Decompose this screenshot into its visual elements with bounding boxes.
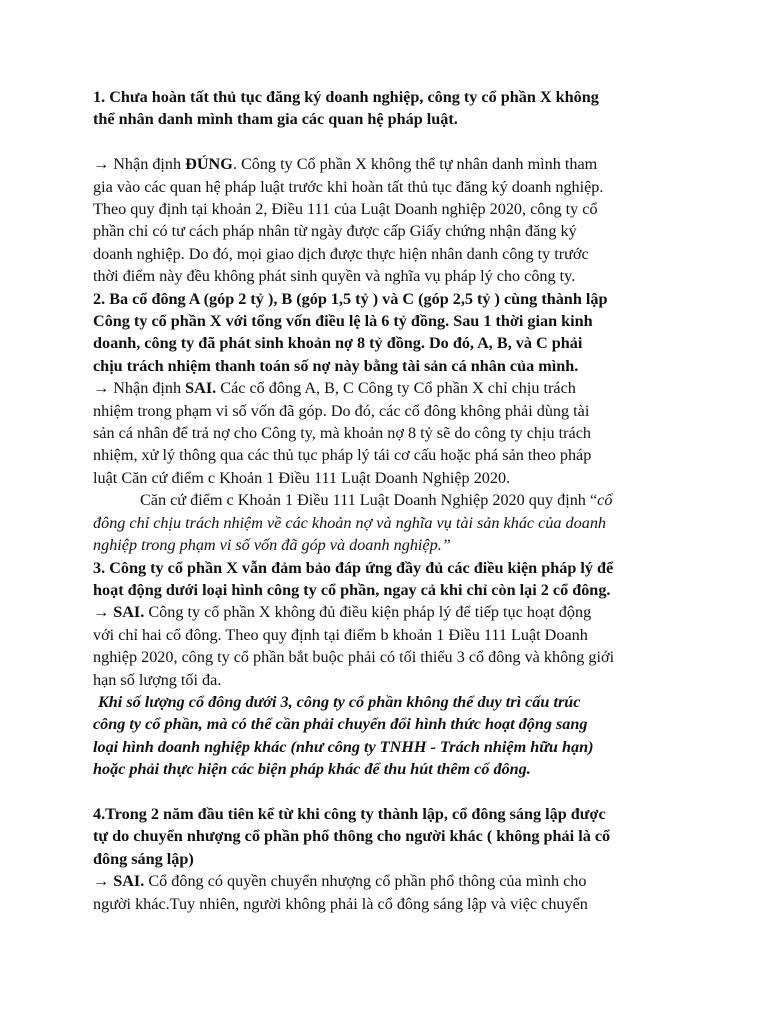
question-4-title-line: tự do chuyển nhượng cổ phần phổ thông cho người khác ( không phải là cổ [93, 827, 611, 846]
question-2-title-line: Công ty cổ phần X với tổng vốn điều lệ là 6 tỷ đồng. Sau 1 thời gian kinh [93, 312, 593, 331]
answer-2-line: nhiệm trong phạm vi số vốn đã góp. Do đó, các cổ đông không phải dùng tài [93, 401, 590, 420]
arrow-icon: → [93, 155, 110, 174]
answer-3-line: với chỉ hai cổ đông. Theo quy định tại điểm b khoản 1 Điều 111 Luật Doanh [93, 625, 588, 644]
answer-2-line: sản cá nhân để trả nợ cho Công ty, mà khoản nợ 8 tỷ sẽ do công ty chịu trách [93, 424, 591, 443]
answer-1-line: doanh nghiệp. Do đó, mọi giao dịch được thực hiện nhân danh công ty trước [93, 244, 589, 263]
note-line: Khi số lượng cổ đông dưới 3, công ty cổ phần không thể duy trì cấu trúc [98, 692, 581, 711]
question-2 [93, 288, 675, 557]
question-3-title-line: 3. Công ty cổ phần X vẫn đảm bảo đáp ứng đầy đủ các điều kiện pháp lý để [93, 558, 614, 577]
question-3 [93, 557, 675, 781]
note-line: hoặc phải thực hiện các biện pháp khác để thu hút thêm cổ đông. [93, 760, 531, 779]
answer-2-line: luật Căn cứ điểm c Khoản 1 Điều 111 Luật Doanh Nghiệp 2020. [93, 468, 511, 487]
question-2-title-line: doanh, công ty đã phát sinh khoản nợ 8 tỷ đồng. Do đó, A, B, và C phải [93, 334, 583, 353]
legal-quote-line: nghiệp trong phạm vi số vốn đã góp và doanh nghiệp.” [93, 536, 451, 555]
verdict-label: SAI. [109, 603, 145, 622]
answer-1-line: Theo quy định tại khoản 2, Điều 111 của Luật Doanh nghiệp 2020, công ty cổ [93, 200, 598, 219]
note-line: loại hình doanh nghiệp khác (như công ty TNHH - Trách nhiệm hữu hạn) [93, 737, 594, 756]
verdict-label: SAI. [185, 379, 217, 398]
question-4-title-line: 4.Trong 2 năm đầu tiên kể từ khi công ty thành lập, cổ đông sáng lập được [93, 804, 606, 823]
verdict-label: ĐÚNG [185, 155, 233, 174]
answer-1-first-line: → Nhận định ĐÚNG. Công ty Cổ phần X không thể tự nhân danh mình tham [93, 155, 598, 174]
note-line: công ty cổ phần, mà có thể cần phải chuyển đổi hình thức hoạt động sang [93, 715, 588, 734]
answer-3-line: hạn số lượng tối đa. [93, 670, 222, 689]
question-1-title-line: thể nhân danh mình tham gia các quan hệ pháp luật. [93, 110, 458, 129]
question-4 [93, 803, 675, 915]
question-4-title-line: đông sáng lập) [93, 849, 194, 868]
legal-quote-line: đông chỉ chịu trách nhiệm về các khoản nợ và nghĩa vụ tài sản khác của doanh [93, 513, 607, 532]
answer-1-line: phần chỉ có tư cách pháp nhân từ ngày được cấp Giấy chứng nhận đăng ký [93, 222, 577, 241]
answer-3-first-line: → SAI. Công ty cổ phần X không đủ điều kiện pháp lý để tiếp tục hoạt động [93, 603, 592, 622]
question-1-title-line: 1. Chưa hoàn tất thủ tục đăng ký doanh nghiệp, công ty cổ phần X không [93, 88, 599, 106]
verdict-label: SAI. [109, 872, 145, 891]
question-3-title-line: hoạt động dưới loại hình công ty cổ phần, ngay cả khi chỉ còn lại 2 cổ đông. [93, 580, 611, 599]
arrow-icon: → [93, 379, 110, 398]
question-2-title-line: chịu trách nhiệm thanh toán số nợ này bằng tài sản cá nhân của mình. [93, 356, 579, 375]
question-1 [93, 86, 675, 288]
answer-3-line: nghiệp 2020, công ty cổ phần bắt buộc phải có tối thiểu 3 cổ đông và không giới [93, 648, 615, 667]
arrow-icon: → [93, 872, 110, 891]
answer-4-first-line: → SAI. Cổ đông có quyền chuyển nhượng cổ phần phổ thông của mình cho [93, 872, 587, 891]
answer-1-line: gia vào các quan hệ pháp luật trước khi hoàn tất thủ tục đăng ký doanh nghiệp. [93, 177, 604, 196]
arrow-icon: → [93, 603, 110, 622]
answer-2-first-line: → Nhận định SAI. Các cổ đông A, B, C Công ty Cổ phần X chỉ chịu trách [93, 379, 576, 398]
legal-quote-intro: Căn cứ điểm c Khoản 1 Điều 111 Luật Doanh Nghiệp 2020 quy định “cổ [140, 491, 613, 510]
answer-1-line: thời điểm này đều không phát sinh quyền và nghĩa vụ pháp lý cho công ty. [93, 267, 576, 286]
answer-4-line: người khác.Tuy nhiên, người không phải là cổ đông sáng lập và việc chuyển [93, 894, 588, 913]
answer-2-line: nhiệm, xử lý thông qua các thủ tục pháp lý tái cơ cấu hoặc phá sản theo pháp [93, 446, 592, 465]
question-2-title-line: 2. Ba cổ đông A (góp 2 tỷ ), B (góp 1,5 tỷ ) và C (góp 2,5 tỷ ) cùng thành lập [93, 289, 608, 308]
